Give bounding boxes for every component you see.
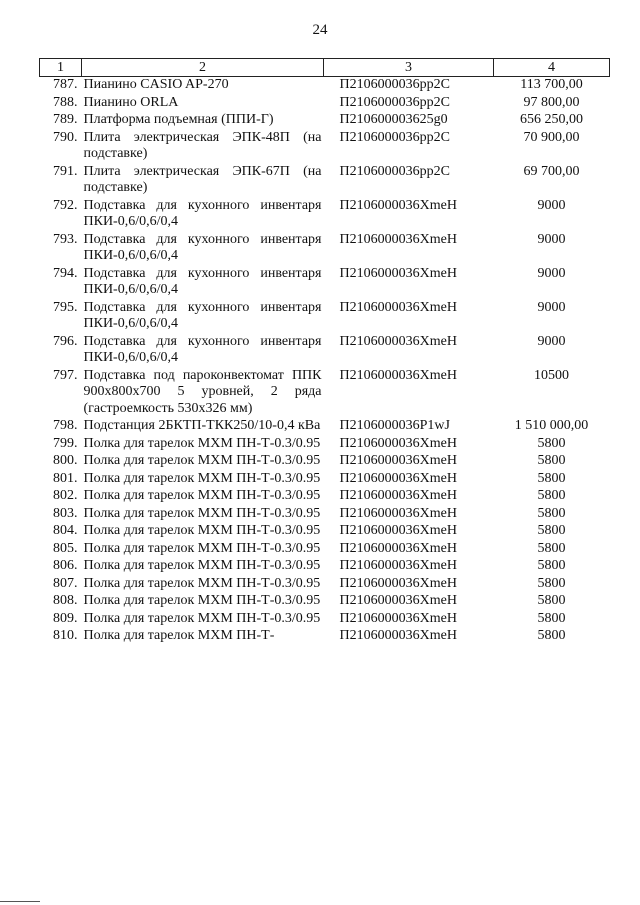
item-price: 5800 (537, 558, 566, 573)
item-code: П2106000036XmeH (339, 505, 457, 521)
item-code: П2106000036XmeH (339, 197, 457, 213)
item-code: П2106000036pp2C (339, 163, 450, 179)
item-price: 9000 (537, 197, 566, 213)
item-price: 5800 (537, 593, 566, 608)
row-number: 789. (53, 112, 78, 127)
item-name: Полка для тарелок МХМ ПН-Т-0.3/0.95 (83, 453, 321, 468)
item-code: П210600003625g0 (339, 112, 448, 127)
item-code: П2106000036XmeH (339, 299, 457, 315)
item-code: П2106000036XmeH (339, 628, 457, 643)
row-number: 787. (53, 77, 78, 92)
item-price: 5800 (537, 540, 566, 556)
item-price: 5800 (537, 435, 566, 451)
row-number: 801. (53, 470, 78, 486)
table-row (40, 112, 610, 130)
item-price: 10500 (534, 367, 569, 383)
item-name: Полка для тарелок МХМ ПН-Т-0.3/0.95 (83, 593, 321, 608)
table-row (40, 541, 610, 559)
column-header-price: 4 (494, 59, 610, 77)
table-row (40, 266, 610, 300)
row-number: 803. (53, 505, 78, 521)
item-price: 9000 (537, 265, 566, 281)
row-number: 792. (53, 197, 78, 213)
row-number: 791. (53, 163, 78, 179)
item-name: Пианино ORLA (83, 94, 179, 110)
inventory-table (39, 58, 610, 646)
item-name: Полка для тарелок МХМ ПН-Т-0.3/0.95 (83, 540, 321, 556)
item-name: Полка для тарелок МХМ ПН-Т-0.3/0.95 (83, 435, 321, 451)
item-name: Пианино CASIO AP-270 (83, 77, 229, 92)
table-row (40, 611, 610, 629)
item-name: Полка для тарелок МХМ ПН-Т-0.3/0.95 (83, 505, 321, 521)
item-name: Полка для тарелок МХМ ПН-Т-0.3/0.95 (83, 575, 321, 591)
row-number: 790. (53, 129, 78, 145)
row-number: 805. (53, 540, 78, 556)
column-header-number: 1 (40, 59, 82, 77)
row-number: 809. (53, 610, 78, 626)
item-price: 5800 (537, 575, 566, 591)
table-row (40, 418, 610, 436)
item-name: Подставка для кухонного инвентаря ПКИ-0,6/0,6/0,4 (83, 299, 322, 331)
item-code: П2106000036XmeH (339, 558, 457, 573)
item-name: Полка для тарелок МХМ ПН-Т- (83, 628, 275, 643)
table-row (40, 232, 610, 266)
item-price: 9000 (537, 299, 566, 315)
item-price: 5800 (537, 610, 566, 626)
item-name: Подставка для кухонного инвентаря ПКИ-0,6/0,6/0,4 (83, 333, 322, 365)
table-row (40, 334, 610, 368)
row-number: 798. (53, 418, 78, 433)
row-number: 800. (53, 453, 78, 468)
item-code: П2106000036XmeH (339, 265, 457, 281)
item-name: Полка для тарелок МХМ ПН-Т-0.3/0.95 (83, 488, 321, 503)
item-name: Плита электрическая ЭПК-48П (на подставке) (83, 129, 322, 161)
column-header-code: 3 (324, 59, 494, 77)
item-code: П2106000036pp2C (339, 94, 450, 110)
item-code: П2106000036XmeH (339, 540, 457, 556)
item-code: П2106000036XmeH (339, 575, 457, 591)
table-row (40, 558, 610, 576)
item-code: П2106000036pp2C (339, 77, 450, 92)
row-number: 810. (53, 628, 78, 643)
item-price: 5800 (537, 523, 566, 538)
table-row (40, 488, 610, 506)
row-number: 807. (53, 575, 78, 591)
item-code: П2106000036XmeH (339, 610, 457, 626)
item-code: П2106000036XmeH (339, 367, 457, 383)
item-code: П2106000036XmeH (339, 231, 457, 247)
table-row (40, 95, 610, 113)
item-name: Полка для тарелок МХМ ПН-Т-0.3/0.95 (83, 558, 321, 573)
item-price: 5800 (537, 505, 566, 521)
table-row (40, 453, 610, 471)
item-name: Подстанция 2БКТП-ТКК250/10-0,4 кВа (83, 418, 321, 433)
table-row (40, 576, 610, 594)
item-code: П2106000036XmeH (339, 488, 457, 503)
row-number: 808. (53, 593, 78, 608)
row-number: 795. (53, 299, 78, 315)
item-price: 9000 (537, 231, 566, 247)
item-price: 1 510 000,00 (514, 418, 589, 433)
table-row (40, 368, 610, 419)
page-edge-line (0, 901, 40, 902)
table-row (40, 506, 610, 524)
item-price: 113 700,00 (520, 77, 583, 92)
item-code: П2106000036XmeH (339, 470, 457, 486)
row-number: 799. (53, 435, 78, 451)
item-name: Полка для тарелок МХМ ПН-Т-0.3/0.95 (83, 470, 321, 486)
table-row (40, 593, 610, 611)
item-code: П2106000036XmeH (339, 523, 457, 538)
item-name: Подставка для кухонного инвентаря ПКИ-0,6/0,6/0,4 (83, 231, 322, 263)
item-name: Полка для тарелок МХМ ПН-Т-0.3/0.95 (83, 523, 321, 538)
item-price: 9000 (537, 333, 566, 349)
table-row (40, 130, 610, 164)
row-number: 802. (53, 488, 78, 503)
row-number: 806. (53, 558, 78, 573)
item-price: 5800 (537, 453, 566, 468)
table-body (40, 77, 610, 646)
item-code: П2106000036XmeH (339, 453, 457, 468)
table-row (40, 436, 610, 454)
item-name: Плита электрическая ЭПК-67П (на подставке) (83, 163, 322, 195)
item-code: П2106000036XmeH (339, 593, 457, 608)
item-name: Подставка под пароконвектомат ППК 900х800х700 5 уровней, 2 ряда (гастроемкость 530х326 мм) (83, 367, 322, 416)
row-number: 804. (53, 523, 78, 538)
table-row (40, 523, 610, 541)
item-code: П2106000036XmeH (339, 333, 457, 349)
item-name: Платформа подъемная (ППИ-Г) (83, 112, 274, 127)
row-number: 793. (53, 231, 78, 247)
item-price: 5800 (537, 488, 566, 503)
item-name: Подставка для кухонного инвентаря ПКИ-0,6/0,6/0,4 (83, 265, 322, 297)
table-row (40, 628, 610, 646)
row-number: 797. (53, 367, 78, 383)
item-name: Подставка для кухонного инвентаря ПКИ-0,6/0,6/0,4 (83, 197, 322, 229)
table-row (40, 471, 610, 489)
table-row (40, 164, 610, 198)
table-row (40, 300, 610, 334)
item-code: П2106000036P1wJ (339, 418, 450, 433)
item-price: 69 700,00 (523, 163, 580, 179)
column-header-name: 2 (82, 59, 324, 77)
item-price: 70 900,00 (523, 129, 580, 145)
item-price: 5800 (537, 628, 566, 643)
item-code: П2106000036XmeH (339, 435, 457, 451)
row-number: 788. (53, 94, 78, 110)
item-price: 97 800,00 (523, 94, 580, 110)
item-price: 656 250,00 (520, 112, 583, 127)
row-number: 796. (53, 333, 78, 349)
table-row (40, 198, 610, 232)
item-code: П2106000036pp2C (339, 129, 450, 145)
row-number: 794. (53, 265, 78, 281)
table-row (40, 77, 610, 95)
table-header-row (40, 59, 610, 77)
item-price: 5800 (537, 470, 566, 486)
item-name: Полка для тарелок МХМ ПН-Т-0.3/0.95 (83, 610, 321, 626)
page-number: 24 (312, 22, 328, 38)
